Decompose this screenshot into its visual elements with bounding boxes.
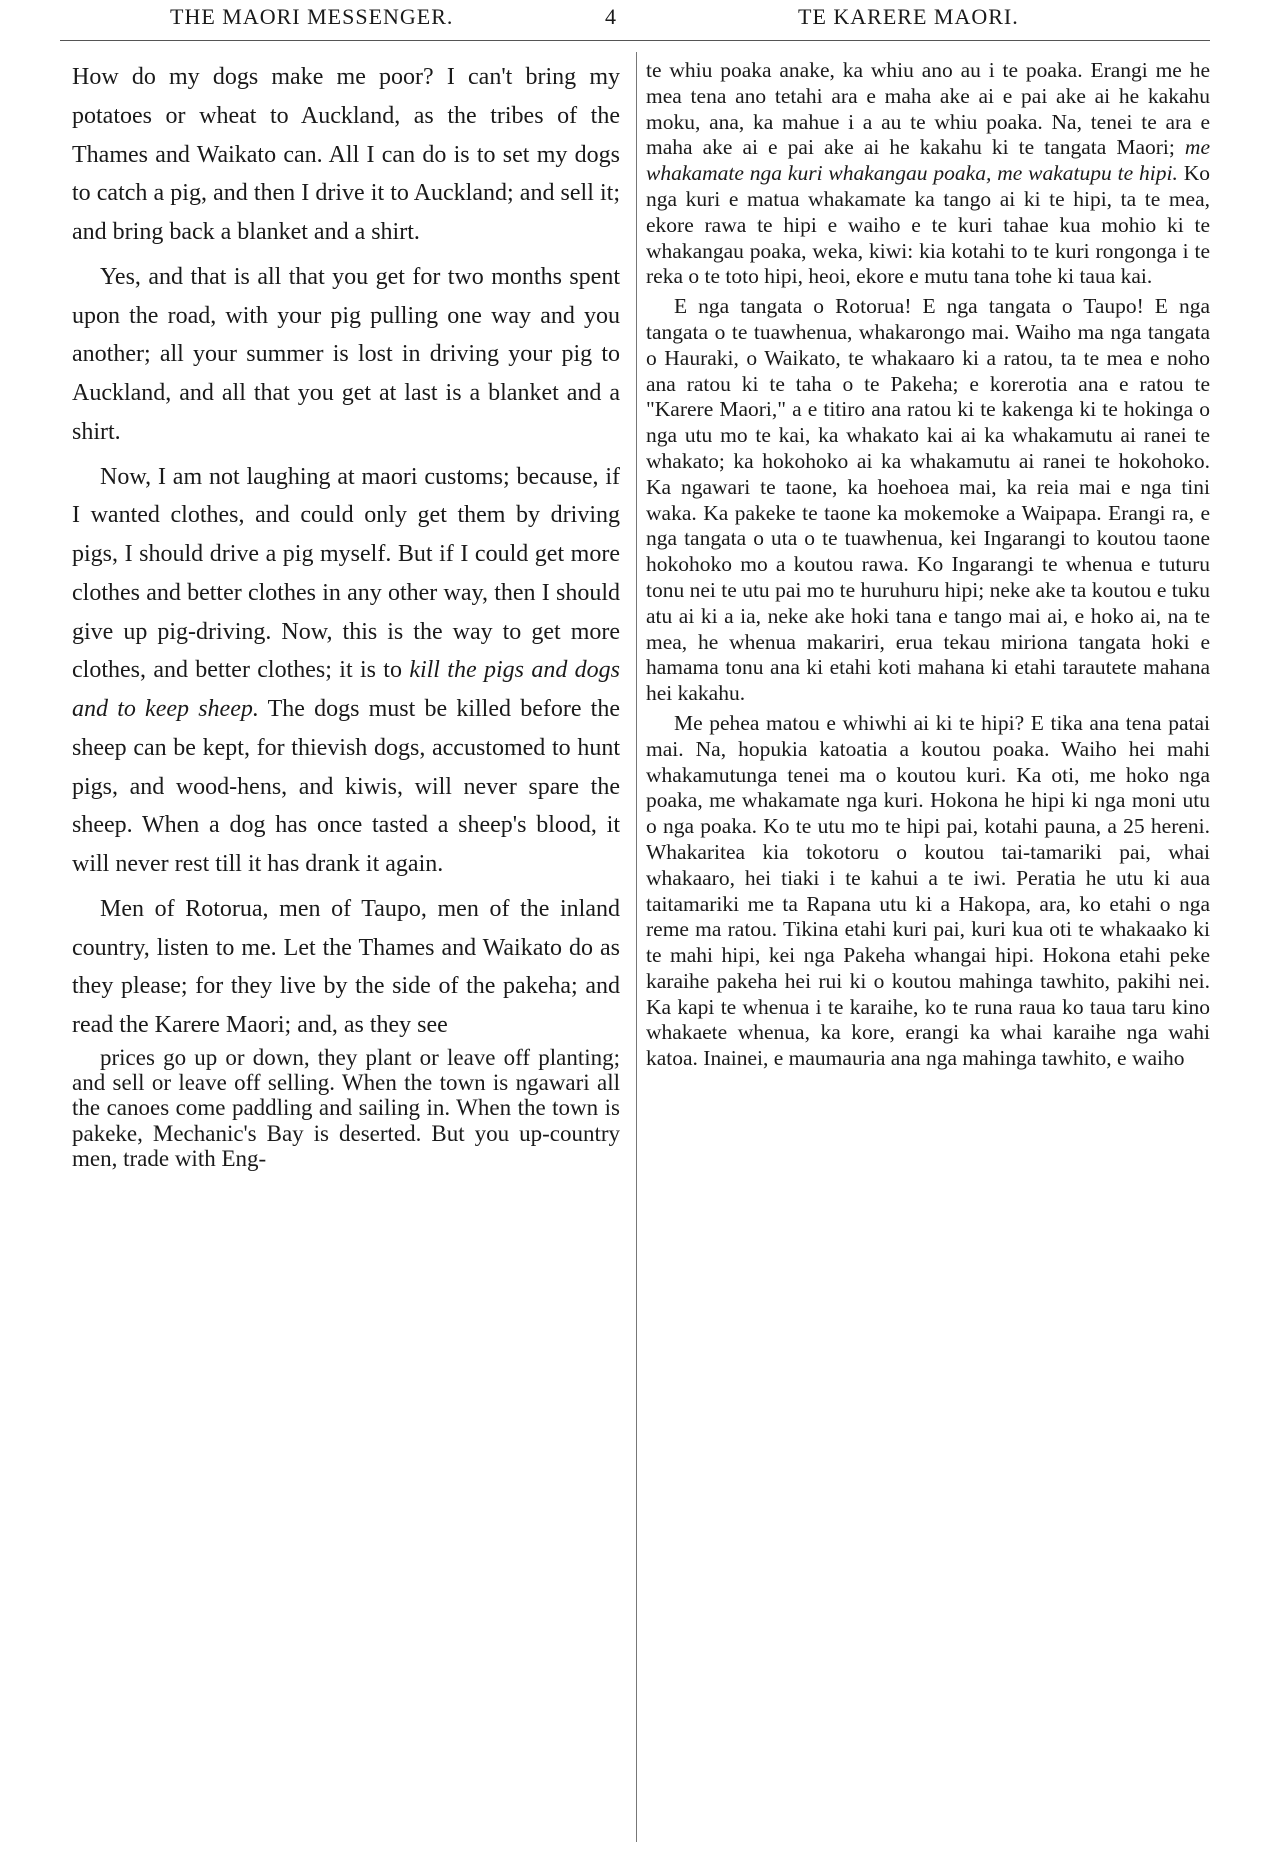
maori-column — [646, 58, 1210, 1838]
maori-paragraph-1-emphasis: me whakamate nga kuri whakangau poaka, me wakatupu te hipi. — [646, 135, 1210, 186]
english-paragraph-3-tail: The dogs must be killed before the sheep can be kept, for thievish dogs, accustomed to hunt pigs, and wood-hens, and kiwis, will never spare the sheep. When a dog has once tasted a sheep's blood, it will never rest till it has drank it again. — [72, 696, 620, 877]
maori-paragraph-1-tail: Ko nga kuri e matua whakamate ka tango ai ki te hipi, ta te mea, ekore rawa te hipi e waiho e te kuri tahae kua mohio ki te whakangau poaka, weka, kiwi: kia kotahi to te kuri rongonga i te reka o te toto hipi, heoi, ekore e mutu tana tohe ki taua kai. — [646, 161, 1210, 289]
english-paragraph-3-text: Now, I am not laughing at maori customs; because, if I wanted clothes, and could only get them by driving pigs, I should drive a pig myself. But if I could get more clothes and better clothes in any other way, then I should give up pig-driving. Now, this is the way to get more clothes, and better clothes; it is to — [72, 463, 620, 684]
english-column — [72, 58, 620, 1838]
column-divider — [636, 52, 637, 1842]
maori-paragraph-1 — [646, 58, 1210, 290]
english-paragraph-4-continued: prices go up or down, they plant or leave off planting; and sell or leave off selling. When the town is ngawari all the canoes come paddling and sailing in. When the town is pakeke, Mechanic's Bay is deserted. But you up-country men, trade with Eng- — [72, 1044, 620, 1171]
maori-paragraph-1-text: te whiu poaka anake, ka whiu ano au i te poaka. Erangi me he mea tena ano tetahi ara e maha ake ai e pai ake ai he kakahu moku, ana, ka mahue i a au te whiu poaka. Na, tenei te ara e maha ake ai e pai ake ai he kakahu ki te tangata Maori; — [646, 58, 1210, 160]
english-paragraph-1: How do my dogs make me poor? I can't bring my potatoes or wheat to Auckland, as the tribes of the Thames and Waikato can. All I can do is to set my dogs to catch a pig, and then I drive it to Auckland; and sell it; and bring back a blanket and a shirt. — [72, 64, 620, 245]
english-masthead-title: THE MAORI MESSENGER. — [170, 4, 454, 29]
running-head — [60, 2, 1210, 36]
maori-paragraph-2: E nga tangata o Rotorua! E nga tangata o Taupo! E nga tangata o te tuawhenua, whakarongo mai. Waiho ma nga tangata o Hauraki, o Waikato, te whakaaro ki a ratou, ta te mea e noho ana ratou ki te taha o te Pakeha; e korerotia ana e ratou te "Karere Maori," a e titiro ana ratou ki te kakenga ki te hokinga o nga utu mo te kai, ka whakato kai ai ka whakamutu ai ranei te whakato; ka hokohoko ai ka whakamutu ai ranei te hokohoko. Ka ngawari te taone, ka hoehoea mai, ka reia mai e nga tini waka. Ka pakeke te taone ka mokemoke a Waipapa. Erangi ra, e nga tangata o uta o te tuawhenua, kei Ingarangi to koutou taone hokohoko mo a koutou rawa. Ko Ingarangi te whenua e tuturu tonu nei te utu pai mo te huruhuru hipi; neke ake ta koutou e tuku atu ai ki a ia, neke ake hoki tana e tango mai ai, e hoko ai, na te mea, he whenua makariri, erua tekau miriona tangata hoki e hamama tonu ana ki etahi koti mahana ki etahi tarautete mahana hei kakahu. — [646, 294, 1210, 706]
maori-paragraph-3: Me pehea matou e whiwhi ai ki te hipi? E tika ana tena patai mai. Na, hopukia katoatia a koutou poaka. Waiho hei mahi whakamutunga tenei ma o koutou kuri. Ka oti, me hoko nga poaka, me whakamate nga kuri. Hokona he hipi ki nga moni utu o nga poaka. Ko te utu mo te hipi pai, kotahi pauna, a 25 hereni. Whakaritea kia tokotoru o koutou tai-tamariki pai, whai whakaaro, hei tiaki i te kahui a te iwi. Peratia he utu ki aua taitamariki me ta Rapana utu ki a Hakopa, ara, ko etahi o nga reme ma ratou. Tikina etahi kuri pai, kuri kua oti te whakaako ki te mahi hipi, kei nga Pakeha whangai hipi. Hokona etahi peke karaihe pakeha hei rui ki o koutou mahinga tawhito, pakihi nei. Ka kapi te whenua i te karaihe, ko te runa raua ko taua taru kino whakaete whenua, ka kore, erangi ka whai karaihe nga wahi katoa. Inainei, e maumauria ana nga mahinga tawhito, e waiho — [646, 710, 1210, 1071]
english-paragraph-2: Yes, and that is all that you get for two months spent upon the road, with your pig pulling one way and you another; all your summer is lost in driving your pig to Auckland, and all that you get at last is a blanket and a shirt. — [72, 263, 620, 445]
header-rule — [60, 40, 1210, 41]
english-paragraph-4: Men of Rotorua, men of Taupo, men of the inland country, listen to me. Let the Thames and Waikato do as they please; for they live by the side of the pakeha; and read the Karere Maori; and, as they see — [72, 895, 620, 1038]
english-paragraph-3-emphasis: kill the pigs and dogs and to keep sheep. — [72, 657, 620, 722]
english-paragraph-3 — [72, 458, 620, 884]
page-number: 4 — [605, 4, 617, 29]
maori-masthead-title: TE KARERE MAORI. — [798, 4, 1019, 29]
